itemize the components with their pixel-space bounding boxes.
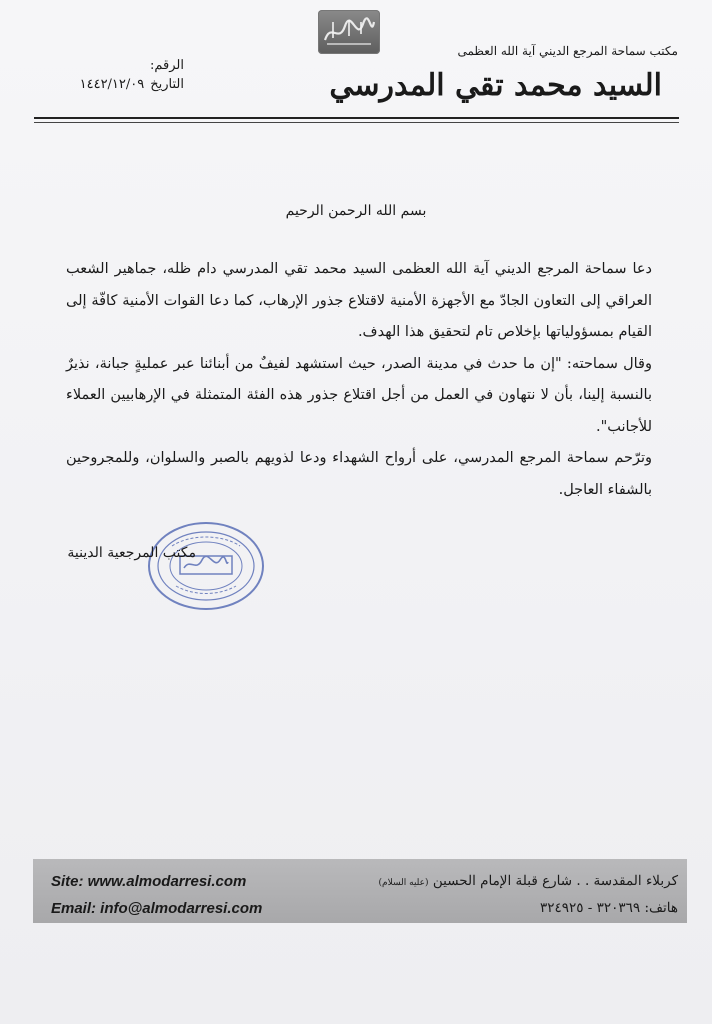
reference-block bbox=[44, 56, 184, 94]
basmala-heading: بسم الله الرحمن الرحيم bbox=[285, 203, 427, 219]
phone-line: هاتف: ٣٢٠٣٦٩ - ٣٢٤٩٢٥ bbox=[540, 900, 678, 916]
date-row bbox=[44, 75, 184, 94]
office-title: مكتب سماحة المرجع الديني آية الله العظمى bbox=[457, 44, 678, 58]
basmala-calligraphy-emblem bbox=[318, 10, 380, 54]
sayyid-name-calligraphy: السيد محمد تقي المدرسي bbox=[329, 68, 662, 103]
stamp-seal-icon bbox=[150, 524, 262, 608]
official-stamp bbox=[148, 522, 264, 610]
body-paragraph-1: دعا سماحة المرجع الديني آية الله العظمى السيد محمد تقي المدرسي دام ظله، جماهير الشعب العراقي إلى التعاون الجادّ مع الأجهزة الأمنية لاقتلاع جذور الإرهاب، كما دعا القوات الأمنية كافّة إلى القيام بمسؤولياتها بإخلاص تام لتحقيق هذا الهدف. bbox=[66, 261, 652, 340]
header-divider-thin bbox=[34, 122, 679, 123]
calligraphy-icon bbox=[321, 14, 377, 50]
website-link[interactable]: Site: www.almodarresi.com bbox=[51, 873, 247, 890]
body-paragraph-3: وترّحم سماحة المرجع المدرسي، على أرواح الشهداء ودعا لذويهم بالصبر والسلوان، وللمجروحين بالشفاء العاجل. bbox=[66, 450, 652, 498]
address-text: كربلاء المقدسة . . شارع قبلة الإمام الحسين bbox=[432, 873, 678, 889]
email-link[interactable]: Email: info@almodarresi.com bbox=[51, 900, 263, 917]
body-paragraph-2: وقال سماحته: "إن ما حدث في مدينة الصدر، حيث استشهد لفيفٌ من أبنائنا عبر عمليةٍ جبانة، نذيرٌ بالنسبة إلينا، بأن لا نتهاون في العمل من أجل اقتلاع جذور هذه الفئة المتمثلة في الإرهابيين العملاء للأجانب". bbox=[66, 355, 652, 435]
date-label: التاريخ bbox=[150, 77, 184, 92]
address-line bbox=[379, 873, 678, 889]
date-value: ١٤٤٢/١٢/٠٩ bbox=[79, 77, 145, 92]
header-divider-thick bbox=[34, 117, 679, 119]
address-note: (عليه السلام) bbox=[378, 878, 429, 888]
signature-office: مكتب المرجعية الدينية bbox=[67, 545, 196, 561]
letter-body bbox=[66, 254, 652, 506]
ref-number-label: الرقم: bbox=[150, 58, 184, 73]
